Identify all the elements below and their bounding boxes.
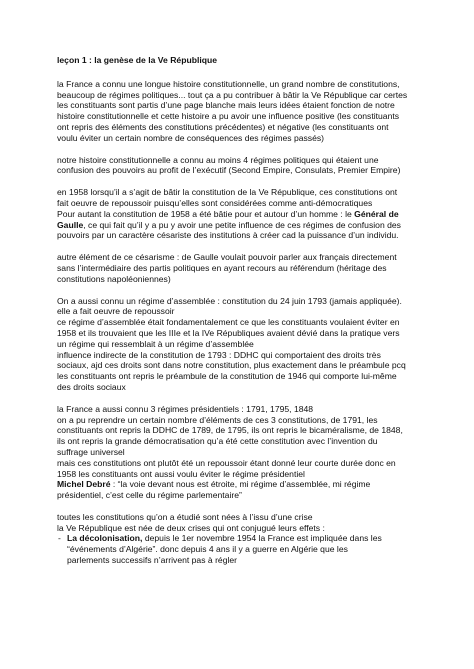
paragraph-crises (57, 512, 454, 566)
paragraph-regimes-confusion (57, 155, 454, 177)
text-line: des droits sociaux (57, 381, 126, 392)
bullet-dash: - (58, 533, 61, 544)
text-line: influence indirecte de la constitution de 1793 : DDHC qui comportaient des droits très (57, 349, 381, 360)
text-line: confusion des pouvoirs au profit de l’exécutif (Second Empire, Consulats, Premier Empire) (57, 165, 401, 176)
text-line: autre élément de ce césarisme : de Gaulle voulait pouvoir parler aux français directement (57, 252, 397, 263)
quote-text: : “la voie devant nous est étroite, mi régime d’assemblée, mi régime (110, 479, 371, 490)
text-line: sans l’intermédiaire des partis politiques en ayant recours au référendum (héritage des (57, 262, 387, 273)
text-line (57, 220, 454, 231)
text-line: parlements successifs n’arrivent pas à régler (67, 555, 238, 566)
paragraph-cesarisme (57, 252, 454, 284)
paragraph-regime-assemblee (57, 296, 454, 393)
text-line (57, 479, 454, 490)
text-line: “événements d’Algérie”. donc depuis 4 ans il y a guerre en Algérie que les (67, 544, 348, 555)
bold-name-gaulle: Gaulle (57, 219, 84, 230)
text-line: les constituants sont partis d’une page blanche mais leurs idées étaient fonction de notre (57, 100, 395, 111)
text-run: Pour autant la constitution de 1958 a été bâtie pour et autour d’un homme : le (57, 208, 355, 219)
paragraph-intro (57, 79, 454, 144)
text-line: ce régime d’assemblée était fondamentalement ce que les constituants voulaient éviter en (57, 317, 400, 328)
text-line: 1958 les constituants ont aussi voulu éviter le régime présidentiel (57, 468, 305, 479)
text-run: depuis le 1er novembre 1954 la France est impliquée dans les (142, 533, 382, 544)
bold-name-debre: Michel Debré (57, 479, 111, 490)
text-line: la France a aussi connu 3 régimes présidentiels : 1791, 1795, 1848 (57, 403, 314, 414)
text-line: la France a connu une longue histoire constitutionnelle, un grand nombre de constitutions, (57, 78, 400, 89)
text-line: On a aussi connu un régime d’assemblée : constitution du 24 juin 1793 (jamais appliquée). (57, 295, 402, 306)
text-line: on a pu reprendre un certain nombre d’éléments de ces 3 constitutions, de 1791, les (57, 414, 378, 425)
paragraph-de-gaulle (57, 187, 454, 241)
text-line: en 1958 lorsqu’il a s’agit de bâtir la constitution de la Ve République, ces constitutions ont (57, 187, 398, 198)
paragraph-regimes-presidentiels (57, 404, 454, 501)
text-line: la Ve République est née de deux crises qui ont conjugué leurs effets : (57, 522, 325, 533)
text-line: ont repris des éléments des constitutions précédentes) et négative (les constituants ont (57, 121, 389, 132)
list-item (57, 533, 454, 565)
text-line: mais ces constitutions ont plutôt été un repoussoir étant donné leur courte durée donc en (57, 457, 396, 468)
text-line (57, 209, 454, 220)
text-run: , ce qui fait qu’il y a pu y avoir une petite influence de ces régimes de confusion des (83, 219, 401, 230)
bold-name-general: Général de (354, 208, 399, 219)
text-line: ils ont repris la grande démocratisation qu’a été cette constitution avec l’invention du (57, 436, 378, 447)
text-line: toutes les constitutions qu’on a étudié sont nées à l’issu d’une crise (57, 511, 313, 522)
text-line: constituants ont repris la DDHC de 1789, de 1795, ils ont repris le bicaméralisme, de 1848, (57, 425, 403, 436)
bold-decolonisation: La décolonisation, (67, 533, 143, 544)
text-line: fait oeuvre de repoussoir puisqu’elles sont considérées comme anti-démocratiques (57, 197, 373, 208)
text-line: présidentiel, c’est celle du régime parlementaire” (57, 490, 242, 501)
text-line: sociaux, ajd ces droits sont dans notre constitution, plus exactement dans le préambule pcq (57, 360, 406, 371)
text-line: histoire constitutionnelle et cette histoire a pu avoir une influence positive (les constituants (57, 111, 400, 122)
text-line: elle a fait oeuvre de repoussoir (57, 306, 175, 317)
text-line: 1958 et ils trouvaient que les IIIe et la IVe Républiques avaient dévié dans la pratique vers (57, 327, 400, 338)
text-line: beaucoup de régimes politiques... tout ça a pu contribuer à bâtir la Ve République car certes (57, 89, 408, 100)
bullet-list (57, 533, 454, 565)
text-line: suffrage universel (57, 446, 125, 457)
text-line: les constituants ont repris le préambule de la constitution de 1946 qui comporte lui-même (57, 371, 397, 382)
text-line: notre histoire constitutionnelle a connu au moins 4 régimes politiques qui étaient une (57, 154, 379, 165)
text-line: pouvoirs par un caractère césariste des institutions à créer cad la puissance d’un individu. (57, 230, 399, 241)
text-line: constitutions napoléoniennes) (57, 273, 171, 284)
text-line: un régime qui ressemblait à un régime d’assemblée (57, 338, 254, 349)
text-line: voulu éviter un certain nombre de conséquences des régimes passés) (57, 132, 325, 143)
text-line (67, 533, 454, 544)
lesson-title: leçon 1 : la genèse de la Ve République (57, 55, 217, 65)
